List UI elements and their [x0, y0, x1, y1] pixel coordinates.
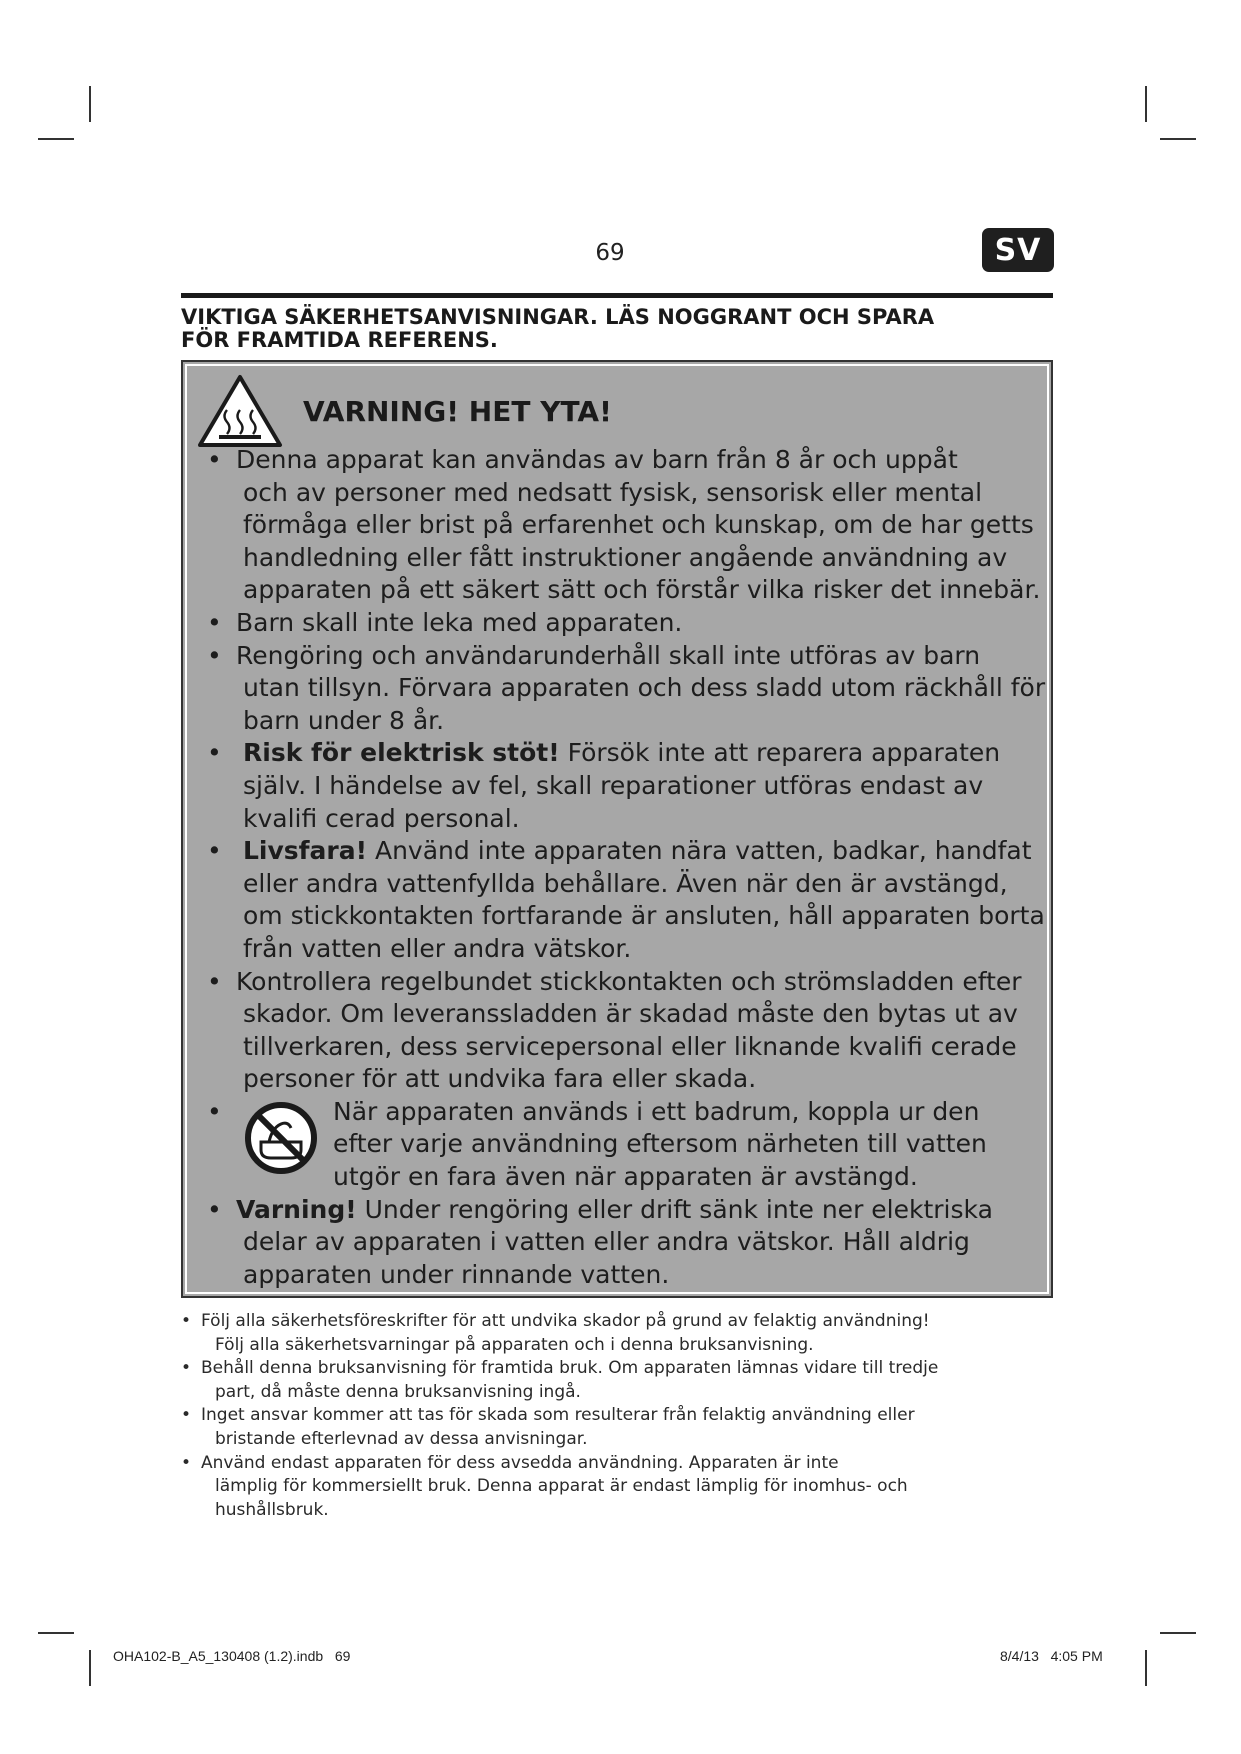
item-line: apparaten på ett säkert sätt och förstår vilka risker det innebär.: [243, 575, 1041, 605]
heading-line: VIKTIGA SÄKERHETSANVISNINGAR. LÄS NOGGRANT OCH SPARA: [181, 305, 935, 329]
bullet: •: [207, 966, 222, 996]
list-item: [197, 640, 1053, 738]
bullet: •: [207, 607, 222, 637]
crop-mark: [1160, 138, 1196, 140]
list-item: [197, 835, 1053, 965]
list-item: [197, 737, 1053, 835]
bold-lead: Risk för elektrisk stöt!: [243, 738, 560, 768]
bullet: •: [207, 1194, 222, 1224]
item-line: tillverkaren, dess servicepersonal eller liknande kvalifi cerade: [243, 1031, 1017, 1061]
item-line: kvalifi cerad personal.: [243, 803, 520, 833]
language-badge: SV: [982, 228, 1054, 272]
heading-line: FÖR FRAMTIDA REFERENS.: [181, 328, 498, 352]
note-line: Inget ansvar kommer att tas för skada som resulterar från felaktig användning eller: [201, 1405, 915, 1426]
list-item: [197, 1096, 1053, 1194]
note-item: [181, 1357, 1061, 1404]
hot-surface-warning-icon: [197, 374, 283, 448]
warning-title-row: [197, 370, 612, 452]
item-line: efter varje användning eftersom närheten till vatten: [333, 1129, 987, 1159]
item-line: Under rengöring eller drift sänk inte ner elektriska: [356, 1194, 993, 1224]
item-line: om stickkontakten fortfarande är ansluten, håll apparaten borta: [243, 901, 1045, 931]
bold-lead: Livsfara!: [243, 836, 368, 866]
note-line: Följ alla säkerhetsföreskrifter för att undvika skador på grund av felaktig användning!: [201, 1311, 930, 1331]
footer-date: 8/4/13 4:05 PM: [1000, 1648, 1103, 1664]
item-line: från vatten eller andra vätskor.: [243, 933, 632, 963]
bullet: •: [207, 445, 222, 474]
item-line: Rengöring och användarunderhåll skall inte utföras av barn: [236, 640, 981, 670]
list-item: [197, 607, 1053, 640]
item-line: När apparaten används i ett badrum, koppla ur den: [333, 1096, 980, 1126]
note-line: hushållsbruk.: [215, 1499, 329, 1520]
bullet: •: [181, 1358, 192, 1379]
note-item: [181, 1404, 1061, 1451]
item-line: Denna apparat kan användas av barn från 8 år och uppåt: [236, 445, 958, 474]
item-line: Använd inte apparaten nära vatten, badkar, handfat: [367, 836, 1032, 866]
list-item: [197, 1194, 1053, 1292]
bullet: •: [181, 1311, 192, 1331]
crop-mark: [1160, 1632, 1196, 1634]
list-item: [197, 444, 1053, 607]
bullet: •: [207, 836, 222, 866]
crop-mark: [38, 138, 74, 140]
item-line: Barn skall inte leka med apparaten.: [236, 607, 683, 637]
item-line: Försök inte att reparera apparaten: [559, 738, 1001, 768]
warning-list: [197, 444, 1053, 1291]
page-heading: [181, 306, 1061, 352]
heading-rule: [181, 293, 1053, 298]
note-item: [181, 1310, 1061, 1357]
note-line: lämplig för kommersiellt bruk. Denna apparat är endast lämplig för inomhus- och: [215, 1476, 908, 1497]
item-line: eller andra vattenfyllda behållare. Även när den är avstängd,: [243, 868, 1008, 898]
item-line: Kontrollera regelbundet stickkontakten och strömsladden efter: [236, 966, 1022, 996]
crop-mark: [89, 1650, 91, 1686]
item-line: delar av apparaten i vatten eller andra vätskor. Håll aldrig: [243, 1227, 970, 1257]
bath-text: [333, 1096, 987, 1194]
note-line: Följ alla säkerhetsvarningar på apparaten och i denna bruksanvisning.: [215, 1334, 814, 1355]
crop-mark: [38, 1632, 74, 1634]
item-line: själv. I händelse av fel, skall reparationer utföras endast av: [243, 770, 984, 800]
crop-mark: [89, 86, 91, 122]
warning-title: VARNING! HET YTA!: [303, 394, 612, 428]
item-line: handledning eller fått instruktioner angående användning av: [243, 542, 1008, 572]
note-line: Använd endast apparaten för dess avsedda användning. Apparaten är inte: [201, 1452, 839, 1473]
bold-lead: Varning!: [236, 1194, 357, 1224]
item-line: personer för att undvika fara eller skada.: [243, 1064, 757, 1094]
bullet: •: [207, 640, 222, 670]
note-line: bristande efterlevnad av dessa anvisningar.: [215, 1428, 588, 1449]
no-bath-icon: [243, 1100, 319, 1176]
bullet: •: [207, 738, 222, 768]
page-number: 69: [595, 240, 625, 266]
note-line: part, då måste denna bruksanvisning ingå.: [215, 1381, 581, 1402]
bath-item: [243, 1096, 1053, 1194]
item-line: förmåga eller brist på erfarenhet och kunskap, om de har getts: [243, 510, 1034, 540]
item-line: apparaten under rinnande vatten.: [243, 1259, 670, 1289]
item-line: och av personer med nedsatt fysisk, sensorisk eller mental: [243, 477, 983, 507]
bullet: •: [207, 1096, 222, 1126]
notes-list: [181, 1310, 1061, 1522]
item-line: utan tillsyn. Förvara apparaten och dess sladd utom räckhåll för: [243, 673, 1046, 703]
note-line: Behåll denna bruksanvisning för framtida bruk. Om apparaten lämnas vidare till tredje: [201, 1358, 939, 1379]
list-item: [197, 966, 1053, 1096]
warning-box: [181, 360, 1053, 1298]
item-line: utgör en fara även när apparaten är avstängd.: [333, 1162, 918, 1192]
item-line: barn under 8 år.: [243, 705, 445, 735]
crop-mark: [1145, 86, 1147, 122]
item-line: skador. Om leveranssladden är skadad måste den bytas ut av: [243, 999, 1018, 1029]
note-item: [181, 1452, 1061, 1523]
bullet: •: [181, 1405, 192, 1426]
bullet: •: [181, 1452, 192, 1473]
crop-mark: [1145, 1650, 1147, 1686]
footer-file: OHA102-B_A5_130408 (1.2).indb 69: [113, 1648, 351, 1664]
